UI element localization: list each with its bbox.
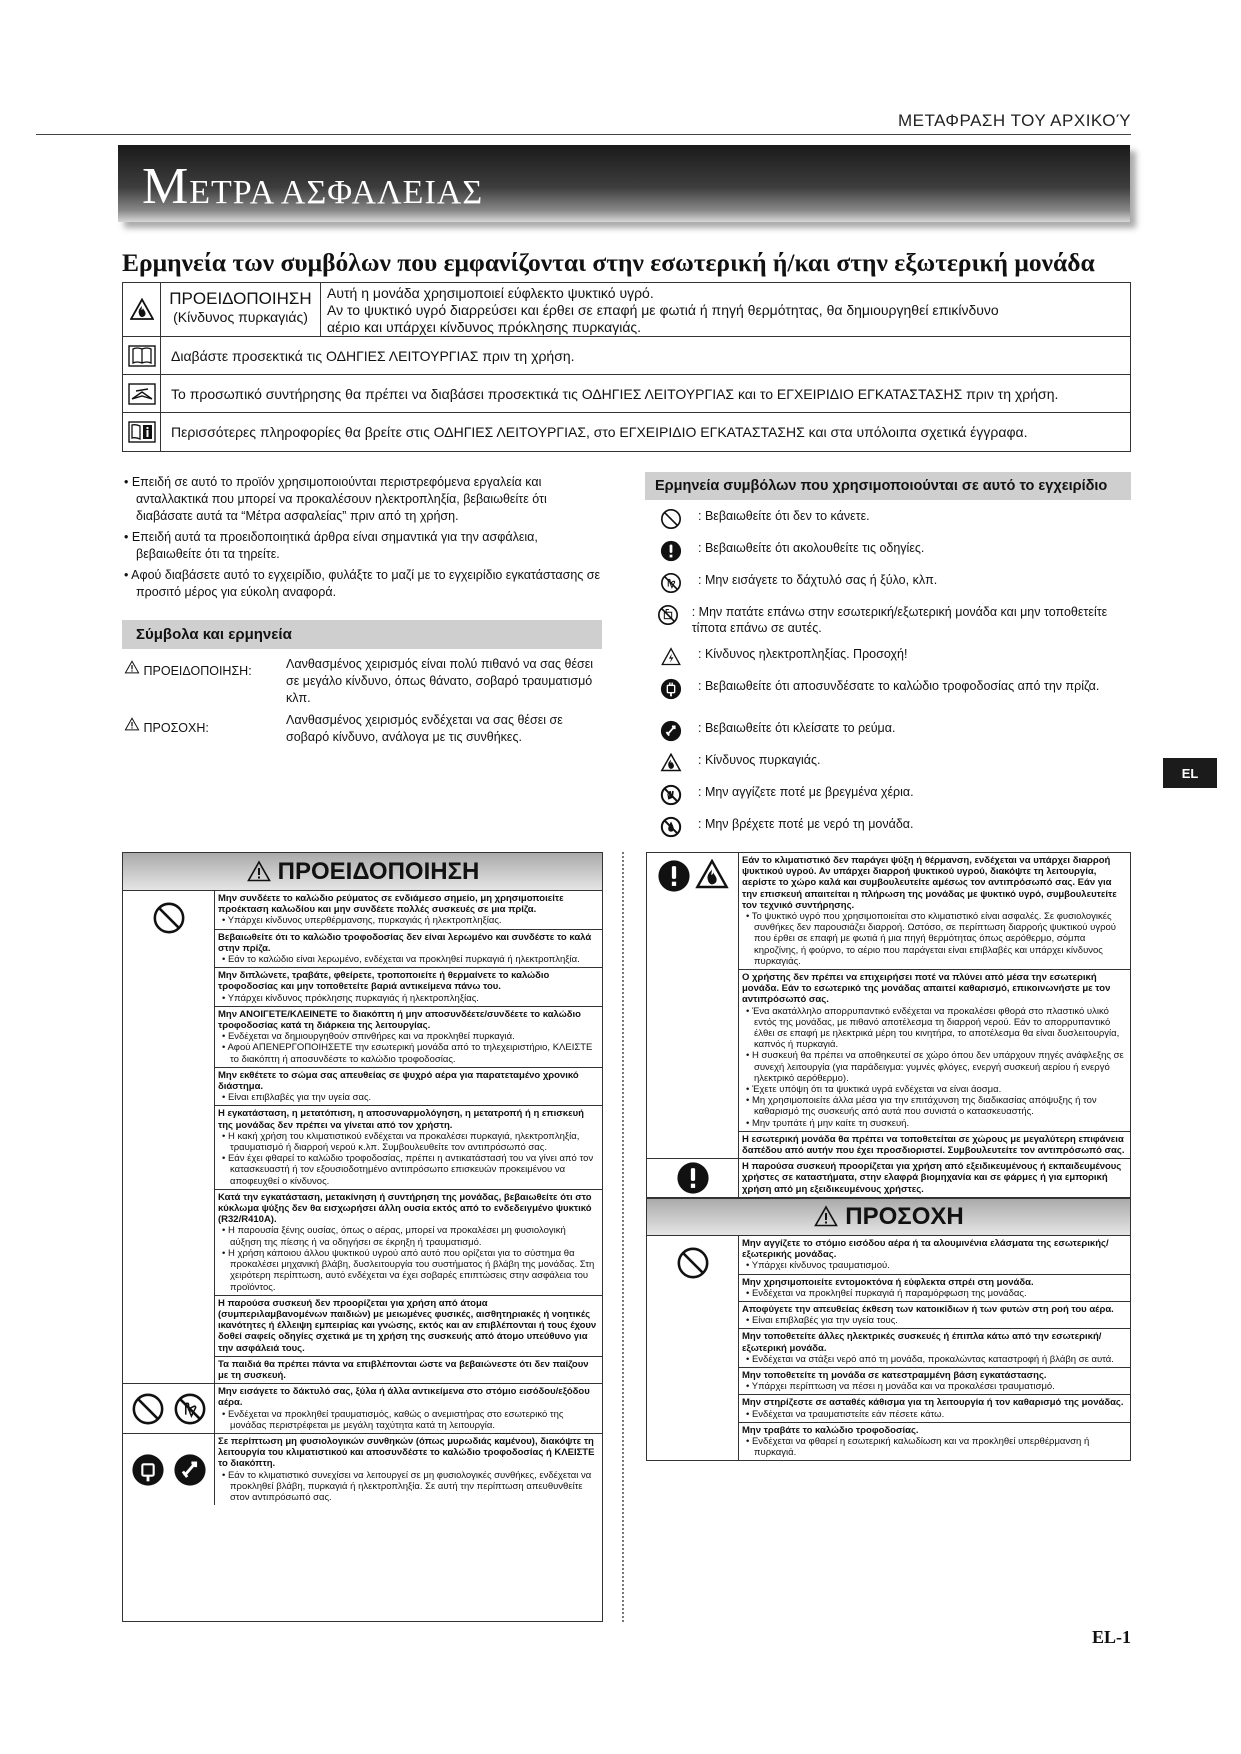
no-water-icon [656, 816, 686, 838]
level-caution-text: Λανθασμένος χειρισμός ενδέχεται να σας θέσει σε σοβαρό κίνδυνο, ανάλογα με τις συνθήκες. [286, 713, 563, 744]
safety-item [739, 1132, 1130, 1158]
safety-item-point: • Η συσκευή θα πρέπει να αποθηκευτεί σε χώρο όπου δεν υπάρχουν πηγές ανάφλεξης σε συνεχή λειτουργία (για παράδειγμα: γυμνές φλόγες, ενεργή συσκευή αερίου ή ενεργό ηλεκτρικό αερόθερμο). [746, 1050, 1124, 1084]
manual-symbol-text: : Βεβαιωθείτε ότι δεν το κάνετε. [698, 509, 870, 523]
manual-symbol-text: : Κίνδυνος ηλεκτροπληξίας. Προσοχή! [698, 647, 908, 661]
warning-triangle-icon [124, 660, 140, 675]
safety-item-point: • Η κακή χρήση του κλιματιστικού ενδέχεται να προκαλέσει πυρκαγιά, ηλεκτροπληξία, τραυματισμό ή διαρροή νερού κ.λπ. Συμβουλευθείτε τον αντιπρόσωπό σας. [222, 1130, 580, 1154]
read-manual-text: Διαβάστε προσεκτικά τις ΟΔΗΓΙΕΣ ΛΕΙΤΟΥΡΓΙΑΣ πριν τη χρήση. [171, 347, 575, 364]
level-warning-label-text: ΠΡΟΕΙΔΟΠΟΙΗΣΗ: [143, 664, 252, 678]
safety-item [739, 1423, 1130, 1461]
safety-item-heading: Μην τοποθετείτε τη μονάδα σε κατεστραμμένη βάση εγκατάστασης. [742, 1369, 1047, 1381]
safety-item [215, 1384, 602, 1433]
safety-item-point: • Ενδέχεται να προκληθεί τραυματισμός, καθώς ο ανεμιστήρας στο εσωτερικό της μονάδας περιστρέφεται με μεγάλη ταχύτητα κατά τη λειτουργία. [222, 1408, 564, 1431]
warning-items [739, 1159, 1130, 1197]
document-header-title: ΜΕΤΑΦΡΑΣΗ ΤΟΥ ΑΡΧΙΚΟΎ [897, 111, 1131, 130]
service-manual-text: Το προσωπικό συντήρησης θα πρέπει να διαβάσει προσεκτικά τις ΟΔΗΓΙΕΣ ΛΕΙΤΟΥΡΓΙΑΣ και το ΕΓΧΕΙΡΙΔΙΟ ΕΓΚΑΤΑΣΤΑΣΗΣ πριν τη χρήση. [171, 385, 1059, 402]
safety-banner [118, 145, 1130, 222]
safety-item-heading: Εάν το κλιματιστικό δεν παράγει ψύξη ή θέρμανση, ενδέχεται να υπάρχει διαρροή ψυκτικού υγρού. Αν υπάρχει διαρροή ψυκτικού υγρού, διακόψτε τη λειτουργία, αερίστε το χώρο καλά και συμβουλευτείτε αμέσως τον αντιπρόσωπό σας. Εάν για την επισκευή απαιτείται η πλήρωση της μονάδας με ψυκτικό υγρό, συμβουλευτείτε τον τεχνικό συντήρησης. [742, 855, 1117, 911]
safety-item [215, 891, 602, 930]
manual-symbols-title: Ερμηνεία συμβόλων που χρησιμοποιούνται σε αυτό το εγχειρίδιο [645, 472, 1131, 500]
service-manual-icon [123, 375, 161, 412]
no-step-icon [656, 604, 680, 626]
warning-group [123, 1434, 602, 1505]
header-rule [36, 134, 1131, 135]
warning-group [123, 1384, 602, 1434]
unplug-icon [131, 1453, 165, 1487]
level-warning-label [124, 660, 252, 680]
unit-symbols-table [122, 282, 1131, 452]
safety-item [215, 1068, 602, 1107]
book-icon [123, 337, 161, 374]
safety-item-heading: Μην διπλώνετε, τραβάτε, φθείρετε, τροποποιείτε ή θερμαίνετε το καλώδιο τροφοδοσίας και μην τοποθετείτε βαριά αντικείμενα πάνω του. [218, 970, 550, 993]
banner-rest: ΕΤΡΑ ΑΣΦΑΛΕΙΑΣ [189, 174, 484, 211]
prohibited-icon [647, 1236, 739, 1460]
safety-item-point: • Ενδέχεται να προκληθεί πυρκαγιά ή παραμόρφωση της μονάδας. [746, 1287, 1027, 1299]
safety-item-heading: Σε περίπτωση μη φυσιολογικών συνθηκών (όπως μυρωδιάς καμένου), διακόψτε τη λειτουργία του κλιματιστικού και αποσυνδέστε το καλώδιο τροφοδοσίας ή ΚΛΕΙΣΤΕ το διακόπτη. [218, 1435, 595, 1470]
level-warning-text: Λανθασμένος χειρισμός είναι πολύ πιθανό να σας θέσει σε μεγάλο κίνδυνο, όπως θάνατο, σοβαρό τραυματισμό κλπ. [286, 657, 594, 705]
safety-item-heading: Μην αγγίζετε το στόμιο εισόδου αέρα ή τα αλουμινένια ελάσματα της εσωτερικής/εξωτερικής μονάδας. [742, 1237, 1109, 1261]
safety-item [215, 968, 602, 1007]
safety-item-heading: Κατά την εγκατάσταση, μετακίνηση ή συντήρηση της μονάδας, βεβαιωθείτε ότι στο κύκλωμα ψύξης δεν θα εισχωρήσει άλλη ουσία εκτός από το ενδεδειγμένο ψυκτικό (R32/R410A). [218, 1191, 592, 1226]
safety-item-heading: Βεβαιωθείτε ότι το καλώδιο τροφοδοσίας δεν είναι λερωμένο και συνδέστε το καλά στην πρίζα. [218, 931, 592, 954]
manual-symbol-text: : Βεβαιωθείτε ότι ακολουθείτε τις οδηγίες. [698, 541, 925, 555]
language-tab: EL [1163, 758, 1217, 788]
safety-item [215, 930, 602, 969]
safety-item-point: • Ενδέχεται να τραυματιστείτε εάν πέσετε κάτω. [746, 1408, 945, 1420]
safety-item-point: • Η παρουσία ξένης ουσίας, όπως ο αέρας, μπορεί να προκαλέσει μη φυσιολογική αύξηση της πίεσης ή να οδηγήσει σε έκρηξη ή τραυματισμό. [222, 1225, 566, 1248]
caution-items [739, 1236, 1130, 1460]
safety-item-heading: Μην συνδέετε το καλώδιο ρεύματος σε ενδιάμεσο σημείο, μη χρησιμοποιείτε προέκταση καλωδίου και μην συνδέετε πολλές συσκευές σε μια πρίζα. [218, 893, 564, 916]
safety-item [739, 1395, 1130, 1422]
intro-bullet: • Επειδή σε αυτό το προϊόν χρησιμοποιούνται περιστρεφόμενα εργαλεία και ανταλλακτικά που μπορεί να προκαλέσουν ηλεκτροπληξία, βεβαιωθείτε ότι διαβάσατε αυτά τα “Μέτρα ασφαλείας” πριν από τη χρήση. [124, 475, 547, 523]
warning-label-text: ΠΡΟΕΙΔΟΠΟΙΗΣΗ [169, 289, 312, 308]
prohibited-icon [656, 508, 686, 530]
warning-box-right [646, 852, 1131, 1461]
safety-item [739, 1302, 1130, 1329]
safety-item [739, 970, 1130, 1132]
manual-symbol-text: : Μην πατάτε επάνω στην εσωτερική/εξωτερική μονάδα και μην τοποθετείτε τίποτα επάνω σε αυτές. [691, 605, 1108, 635]
safety-item-point: • Η χρήση κάποιου άλλου ψυκτικού υγρού από αυτό που ορίζεται για το σύστημα θα προκαλέσει μηχανική βλάβη, δυσλειτουργία του συστήματος ή βλάβη της μονάδας. Στη χειρότερη περίπτωση, αυτό ενδέχεται να έχει σοβαρές επιπτώσεις στην ασφάλεια του προϊόντος. [222, 1247, 595, 1293]
safety-item-heading: Η εσωτερική μονάδα θα πρέπει να τοποθετείται σε χώρους με μεγαλύτερη επιφάνεια δαπέδου από αυτήν που έχει προσδιοριστεί. Συμβουλευτείτε τον αντιπρόσωπό σας. [742, 1133, 1125, 1157]
safety-item [739, 1329, 1130, 1368]
safety-item [215, 1007, 602, 1068]
breaker-off-icon [173, 1453, 207, 1487]
electric-shock-icon [656, 646, 686, 668]
fire-icon [656, 752, 686, 774]
safety-item-point: • Υπάρχει κίνδυνος υπερθέρμανσης, πυρκαγιάς ή ηλεκτροπληξίας. [222, 915, 502, 927]
safety-item-point: • Ένα ακατάλληλο απορρυπαντικό ενδέχεται να προκαλέσει φθορά στο πλαστικό υλικό εντός της μονάδας, με πιθανό αποτέλεσμα τη διαρροή νερού. Εάν το απορρυπαντικό έλθει σε επαφή με ηλεκτρικά μέρη του κινητήρα, το αποτέλεσμα θα είναι δυσλειτουργία, καπνός ή πυρκαγιά. [746, 1005, 1120, 1051]
banner-initial: Μ [142, 158, 190, 215]
manual-symbol-row [656, 508, 1126, 540]
warning-group [647, 1159, 1130, 1198]
manual-symbol-text: : Μην βρέχετε ποτέ με νερό τη μονάδα. [698, 817, 914, 831]
safety-item-point: • Ενδέχεται να στάξει νερό από τη μονάδα, προκαλώντας καταστροφή ή βλάβη σε αυτά. [746, 1353, 1114, 1365]
unplug-icon [656, 678, 686, 700]
safety-item-heading: Μην ΑΝΟΙΓΕΤΕ/ΚΛΕΙΝΕΤΕ το διακόπτη ή μην αποσυνδέετε/συνδέετε το καλώδιο τροφοδοσίας κατά τη διάρκεια της λειτουργίας. [218, 1008, 581, 1032]
warning-group [123, 891, 602, 1384]
level-caution-label-text: ΠΡΟΣΟΧΗ: [143, 721, 209, 735]
safety-item [215, 1296, 602, 1357]
caution-triangle-icon [124, 717, 140, 732]
manual-symbol-row [656, 816, 1126, 848]
group-icons [123, 1384, 215, 1433]
safety-item [215, 1434, 602, 1505]
warning-box-left [122, 852, 603, 1622]
caution-box-header [647, 1198, 1130, 1236]
manual-symbol-row [656, 604, 1126, 646]
more-info-row [123, 413, 1130, 451]
group-icons [647, 853, 739, 1158]
no-finger-icon [656, 572, 686, 594]
intro-bullet: • Επειδή αυτά τα προειδοποιητικά άρθρα είναι σημαντικά για την ασφάλεια, βεβαιωθείτε ότι τα τηρείτε. [124, 530, 538, 561]
read-manual-row [123, 337, 1130, 375]
fire-warning-text [321, 283, 1005, 336]
warning-line: Αν το ψυκτικό υγρό διαρρεύσει και έρθει σε επαφή με φωτιά ή πηγή θερμότητας, θα δημιουργηθεί επικίνδυνο [327, 302, 999, 318]
breaker-off-icon [656, 720, 686, 742]
safety-item-heading: Η εγκατάσταση, η μετατόπιση, η αποσυναρμολόγηση, η μετατροπή ή η επισκευή της μονάδας δεν πρέπει να γίνεται από τον χρήστη. [218, 1108, 584, 1131]
safety-item-point: • Εάν έχει φθαρεί το καλώδιο τροφοδοσίας, πρέπει η αντικατάστασή του να γίνει από τον κατασκευαστή ή τον εξουσιοδοτημένο αντιπρόσωπο επισκευών προκειμένου να αποφευχθεί ο κίνδυνος. [222, 1153, 594, 1187]
safety-item [739, 1275, 1130, 1302]
safety-item-point: • Έχετε υπόψη ότι τα ψυκτικά υγρά ενδέχεται να είναι άοσμα. [746, 1084, 1002, 1096]
manual-symbol-row [656, 572, 1126, 604]
safety-item-point: • Μην τρυπάτε ή μην καίτε τη συσκευή. [746, 1117, 910, 1129]
safety-item [215, 1190, 602, 1296]
caution-group [647, 1236, 1130, 1460]
safety-item-point: • Ενδέχεται να φθαρεί η εσωτερική καλωδίωση και να προκληθεί υπερθέρμανση ή πυρκαγιά. [746, 1435, 1090, 1459]
safety-item-heading: Μην τραβάτε το καλώδιο τροφοδοσίας. [742, 1424, 919, 1436]
manual-symbol-text: : Μην εισάγετε το δάχτυλό σας ή ξύλο, κλπ. [698, 573, 938, 587]
fire-warning-row [123, 283, 1130, 337]
column-divider [622, 852, 624, 1622]
fire-warning-icon [123, 283, 161, 336]
caution-box-title: ΠΡΟΣΟΧΗ [845, 1203, 964, 1231]
mandatory-icon [657, 859, 691, 893]
intro-bullet: • Αφού διαβάσετε αυτό το εγχειρίδιο, φυλάξτε το μαζί με το εγχειρίδιο εγκατάστασης σε προσιτό μέρος για εύκολη αναφορά. [124, 568, 601, 599]
prohibited-icon [123, 891, 215, 1383]
warning-box-title: ΠΡΟΕΙΔΟΠΟΙΗΣΗ [277, 857, 480, 885]
safety-item-point: • Υπάρχει κίνδυνος τραυματισμού. [746, 1260, 890, 1272]
no-finger-icon [173, 1392, 207, 1426]
manual-symbol-row [656, 752, 1126, 784]
safety-item [739, 1159, 1130, 1197]
no-wet-hands-icon [656, 784, 686, 806]
warning-box-header [123, 853, 602, 891]
safety-item-heading: Ο χρήστης δεν πρέπει να επιχειρήσει ποτέ να πλύνει από μέσα την εσωτερική μονάδα. Εάν το εσωτερικό της μονάδας απαιτεί καθαρισμό, επικοινωνήστε με τον αντιπρόσωπό σας. [742, 972, 1111, 1006]
safety-item-point: • Υπάρχει κίνδυνος πρόκλησης πυρκαγιάς ή ηλεκτροπληξίας. [222, 992, 479, 1004]
safety-item-heading: Μην εκθέτετε το σώμα σας απευθείας σε ψυχρό αέρα για παρατεταμένο χρονικό διάστημα. [218, 1069, 579, 1093]
safety-item-heading: Μην χρησιμοποιείτε εντομοκτόνα ή εύφλεκτα σπρέι στη μονάδα. [742, 1276, 1034, 1288]
safety-item [739, 853, 1130, 970]
page-number: EL-1 [1091, 1627, 1131, 1647]
warning-items [739, 853, 1130, 1158]
manual-symbols-list [656, 508, 1126, 848]
mandatory-icon [647, 1159, 739, 1197]
safety-item [739, 1236, 1130, 1275]
caution-triangle-icon [813, 1205, 839, 1229]
levels-title: Σύμβολα και ερμηνεία [122, 620, 602, 649]
group-icons [123, 1434, 215, 1505]
warning-triangle-icon [246, 860, 272, 884]
banner-title [142, 157, 483, 216]
safety-item-heading: Μην εισάγετε το δάκτυλό σας, ξύλα ή άλλα αντικείμενα στο στόμιο εισόδου/εξόδου αέρα. [218, 1386, 590, 1409]
safety-item-point: • Υπάρχει περίπτωση να πέσει η μονάδα και να προκαλέσει τραυματισμό. [746, 1381, 1055, 1393]
safety-item-point: • Ενδέχεται να δημιουργηθούν σπινθήρες και να προκληθεί πυρκαγιά. [222, 1031, 515, 1043]
safety-item [215, 1106, 602, 1189]
safety-item-heading: Αποφύγετε την απευθείας έκθεση των κατοικίδιων ή των φυτών στη ροή του αέρα. [742, 1303, 1114, 1315]
safety-item-heading: Τα παιδιά θα πρέπει πάντα να επιβλέπονται ώστε να βεβαιώνεστε ότι δεν παίζουν με τη συσκευή. [218, 1358, 589, 1381]
manual-symbol-text: : Μην αγγίζετε ποτέ με βρεγμένα χέρια. [698, 785, 914, 799]
manual-symbol-row [656, 646, 1126, 678]
safety-item-heading: Μην στηρίζεστε σε ασταθές κάθισμα για τη λειτουργία ή τον καθαρισμό της μονάδας. [742, 1397, 1124, 1409]
warning-items [215, 1384, 602, 1433]
safety-item-point: • Εάν το κλιματιστικό συνεχίσει να λειτουργεί σε μη φυσιολογικές συνθήκες, ενδέχεται να προκληθεί βλάβη, πυρκαγιά ή ηλεκτροπληξία. Σε αυτή την περίπτωση απευθυνθείτε στον αντιπρόσωπό σας. [222, 1469, 592, 1503]
manual-symbol-row [656, 540, 1126, 572]
intro-bullets [122, 474, 602, 605]
safety-item-point: • Το ψυκτικό υγρό που χρησιμοποιείται στο κλιματιστικό είναι ασφαλές. Σε φυσιολογικές συνθήκες δεν παρουσιάζει διαρροή. Ωστόσο, σε περίπτωση διαρροής ψυκτικού υγρού που έρθει σε επαφή με φωτιά ή μια πηγή θερμότητας όπως αερόθερμο, σόμπα κηροζίνης, ή φούρνο, το αέριο που παράγεται είναι επιβλαβές και υπάρχει κίνδυνος πυρκαγιάς. [746, 911, 1116, 967]
safety-item [739, 1368, 1130, 1395]
safety-item-heading: Η παρούσα συσκευή προορίζεται για χρήση από εξειδικευμένους ή εκπαιδευμένους χρήστες σε καταστήματα, στην ελαφρά βιομηχανία και σε φάρμες ή για εμπορική χρήση από μη εξειδικευμένους χρήστες. [742, 1161, 1122, 1195]
safety-item-point: • Εάν το καλώδιο είναι λερωμένο, ενδέχεται να προκληθεί πυρκαγιά ή ηλεκτροπληξία. [222, 954, 580, 966]
warning-sub-text: (Κίνδυνος πυρκαγιάς) [173, 309, 308, 325]
safety-item-point: • Είναι επιβλαβές για την υγεία σας. [222, 1092, 372, 1104]
safety-item-heading: Η παρούσα συσκευή δεν προορίζεται για χρήση από άτομα (συμπεριλαμβανομένων παιδιών) με μειωμένες φυσικές, αισθητηριακές ή νοητικές ικανότητες ή έλλειψη εμπειρίας και γνώσης, εκτός και αν επιβλέπονται ή τους έχουν δοθεί σαφείς οδηγίες σχετικά με τη χρήση της συσκευής από άτομο υπεύθυνο για την ασφάλειά τους. [218, 1297, 597, 1354]
warning-items [215, 1434, 602, 1505]
fire-warning-label [161, 283, 321, 336]
more-info-text: Περισσότερες πληροφορίες θα βρείτε στις ΟΔΗΓΙΕΣ ΛΕΙΤΟΥΡΓΙΑΣ, στο ΕΓΧΕΙΡΙΔΙΟ ΕΓΚΑΤΑΣΤΑΣΗΣ και στα υπόλοιπα σχετικά έγγραφα. [171, 424, 1028, 440]
manual-symbol-row [656, 678, 1126, 720]
warning-items [215, 891, 602, 1383]
manual-symbol-text: : Βεβαιωθείτε ότι αποσυνδέσατε το καλώδιο τροφοδοσίας από την πρίζα. [698, 679, 1100, 693]
manual-symbol-row [656, 720, 1126, 752]
manual-symbol-row [656, 784, 1126, 816]
symbols-section-title: Ερμηνεία των συμβόλων που εμφανίζονται στην εσωτερική ή/και στην εξωτερική μονάδα [122, 248, 1095, 277]
fire-icon [695, 859, 729, 891]
level-caution-label [124, 717, 209, 737]
warning-line: Αυτή η μονάδα χρησιμοποιεί εύφλεκτο ψυκτικό υγρό. [327, 285, 654, 301]
safety-item-point: • Αφού ΑΠΕΝΕΡΓΟΠΟΙΗΣΕΤΕ την εσωτερική μονάδα από το τηλεχειριστήριο, ΚΛΕΙΣΤΕ το διακόπτη ή αποσυνδέστε το καλώδιο τροφοδοσίας. [222, 1042, 593, 1065]
safety-item-heading: Μην τοποθετείτε άλλες ηλεκτρικές συσκευές ή έπιπλα κάτω από την εσωτερική/εξωτερική μονάδα. [742, 1331, 1102, 1354]
manual-symbol-text: : Βεβαιωθείτε ότι κλείσατε το ρεύμα. [698, 721, 896, 735]
manual-symbol-text: : Κίνδυνος πυρκαγιάς. [698, 753, 821, 767]
service-manual-row [123, 375, 1130, 413]
safety-item [215, 1357, 602, 1383]
safety-item-point: • Είναι επιβλαβές για την υγεία τους. [746, 1315, 898, 1327]
mandatory-icon [656, 540, 686, 562]
info-book-icon [123, 413, 161, 451]
safety-item-point: • Μη χρησιμοποιείτε άλλα μέσα για την επιτάχυνση της διαδικασίας απόψυξης ή τον καθαρισμό της συσκευής από αυτά που συνιστά ο κατασκευαστής. [746, 1095, 1097, 1118]
warning-line: αέριο και υπάρχει κίνδυνος πρόκλησης πυρκαγιάς. [327, 319, 642, 335]
warning-group [647, 853, 1130, 1159]
prohibited-icon [131, 1392, 165, 1426]
